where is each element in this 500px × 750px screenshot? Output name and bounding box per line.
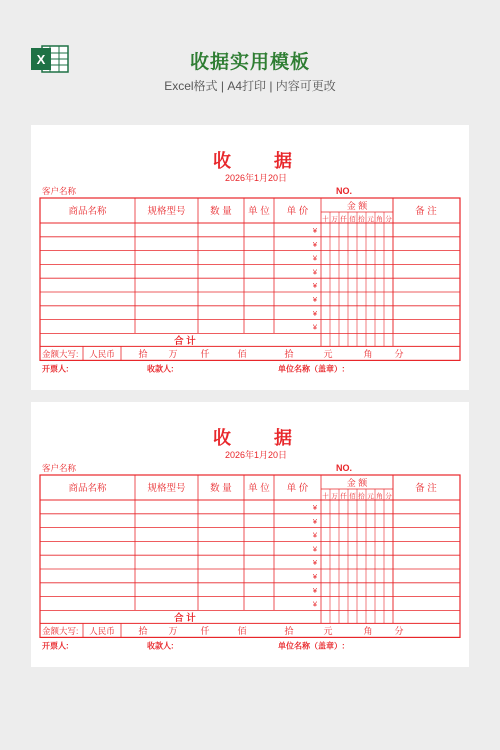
receipt-form: [31, 125, 469, 390]
digit-header: 仟: [340, 216, 347, 223]
digit-header: 万: [331, 216, 338, 223]
excel-icon-letter: X: [36, 52, 46, 67]
capital-amount-label: 金额大写:: [42, 348, 79, 359]
capital-amount-label: 金额大写:: [42, 625, 79, 636]
digit-header: 角: [376, 216, 383, 223]
column-header: 单 价: [286, 206, 309, 217]
currency-symbol: ¥: [312, 530, 317, 540]
column-header: 单 位: [248, 483, 270, 494]
digit-header: 仟: [340, 493, 347, 500]
remark-header: 备 注: [415, 483, 437, 494]
capital-unit: 角: [363, 625, 373, 636]
currency-symbol: ¥: [312, 239, 317, 249]
currency-symbol: ¥: [312, 585, 317, 595]
payee-label: 收款人:: [147, 641, 174, 651]
page-subtitle: Excel格式 | A4打印 | 内容可更改: [164, 79, 336, 93]
currency-symbol: ¥: [312, 503, 317, 512]
currency-symbol: ¥: [312, 281, 317, 291]
total-label: 合 计: [174, 335, 196, 347]
company-label: 单位名称（盖章）:: [278, 641, 345, 651]
capital-unit: 佰: [237, 625, 247, 636]
receipt-title-left: 收: [213, 428, 231, 448]
capital-unit: 拾: [138, 348, 148, 359]
column-header: 数 量: [210, 483, 232, 494]
column-header: 单 位: [248, 206, 270, 217]
capital-unit: 仟: [200, 625, 210, 636]
capital-unit: 元: [323, 625, 333, 636]
table-border: [40, 198, 460, 360]
amount-header: 金 额: [346, 201, 368, 211]
capital-unit: 分: [394, 625, 404, 636]
currency-symbol: ¥: [312, 572, 317, 581]
column-header: 商品名称: [68, 483, 107, 494]
currency-symbol: ¥: [312, 544, 317, 554]
capital-unit: 分: [394, 348, 404, 359]
receipt-no-label: NO.: [336, 463, 353, 473]
digit-header: 佰: [349, 216, 356, 223]
currency-symbol: ¥: [312, 558, 317, 568]
digit-header: 万: [331, 493, 338, 500]
page-header: [0, 0, 500, 110]
capital-unit: 拾: [284, 625, 294, 636]
remark-header: 备 注: [415, 206, 437, 217]
currency-symbol: ¥: [312, 322, 317, 332]
receipt-no-label: NO.: [336, 186, 353, 196]
column-header: 规格型号: [147, 206, 186, 217]
rmb-label: 人民币: [89, 625, 115, 636]
table-border: [40, 475, 460, 637]
issuer-label: 开票人:: [42, 364, 69, 374]
company-label: 单位名称（盖章）:: [278, 364, 345, 374]
column-header: 单 价: [286, 483, 309, 494]
currency-symbol: ¥: [312, 295, 317, 304]
currency-symbol: ¥: [312, 253, 317, 263]
receipt-card-2: [31, 402, 469, 667]
digit-header: 分: [385, 216, 392, 223]
amount-header: 金 额: [346, 478, 368, 488]
digit-header: 佰: [349, 493, 356, 500]
capital-unit: 万: [168, 625, 178, 636]
rmb-label: 人民币: [89, 348, 115, 359]
customer-label: 客户名称: [42, 186, 77, 196]
digit-header: 十: [322, 216, 329, 223]
customer-label: 客户名称: [42, 463, 77, 473]
receipt-title-right: 据: [274, 151, 292, 171]
currency-symbol: ¥: [312, 516, 317, 526]
capital-unit: 拾: [138, 625, 148, 636]
receipt-form: [31, 402, 469, 667]
issuer-label: 开票人:: [42, 641, 69, 651]
receipt-card-1: [31, 125, 469, 390]
receipt-date: 2026年1月20日: [224, 450, 288, 460]
capital-unit: 万: [168, 348, 178, 359]
digit-header: 拾: [358, 493, 365, 500]
capital-unit: 拾: [284, 348, 294, 359]
page-title: 收据实用模板: [189, 52, 310, 73]
receipt-date: 2026年1月20日: [224, 173, 288, 183]
receipt-title-right: 据: [274, 428, 292, 448]
digit-header: 角: [376, 493, 383, 500]
capital-unit: 仟: [200, 348, 210, 359]
currency-symbol: ¥: [312, 226, 317, 235]
currency-symbol: ¥: [312, 599, 317, 609]
receipt-title-left: 收: [213, 151, 231, 171]
column-header: 规格型号: [147, 483, 186, 494]
currency-symbol: ¥: [312, 267, 317, 277]
digit-header: 十: [322, 493, 329, 500]
total-label: 合 计: [174, 612, 196, 624]
capital-unit: 角: [363, 348, 373, 359]
digit-header: 元: [367, 493, 374, 500]
capital-unit: 元: [323, 348, 333, 359]
payee-label: 收款人:: [147, 364, 174, 374]
column-header: 商品名称: [68, 206, 107, 217]
currency-symbol: ¥: [312, 308, 317, 318]
digit-header: 分: [385, 493, 392, 500]
digit-header: 拾: [358, 216, 365, 223]
column-header: 数 量: [210, 206, 232, 217]
digit-header: 元: [367, 216, 374, 223]
capital-unit: 佰: [237, 348, 247, 359]
